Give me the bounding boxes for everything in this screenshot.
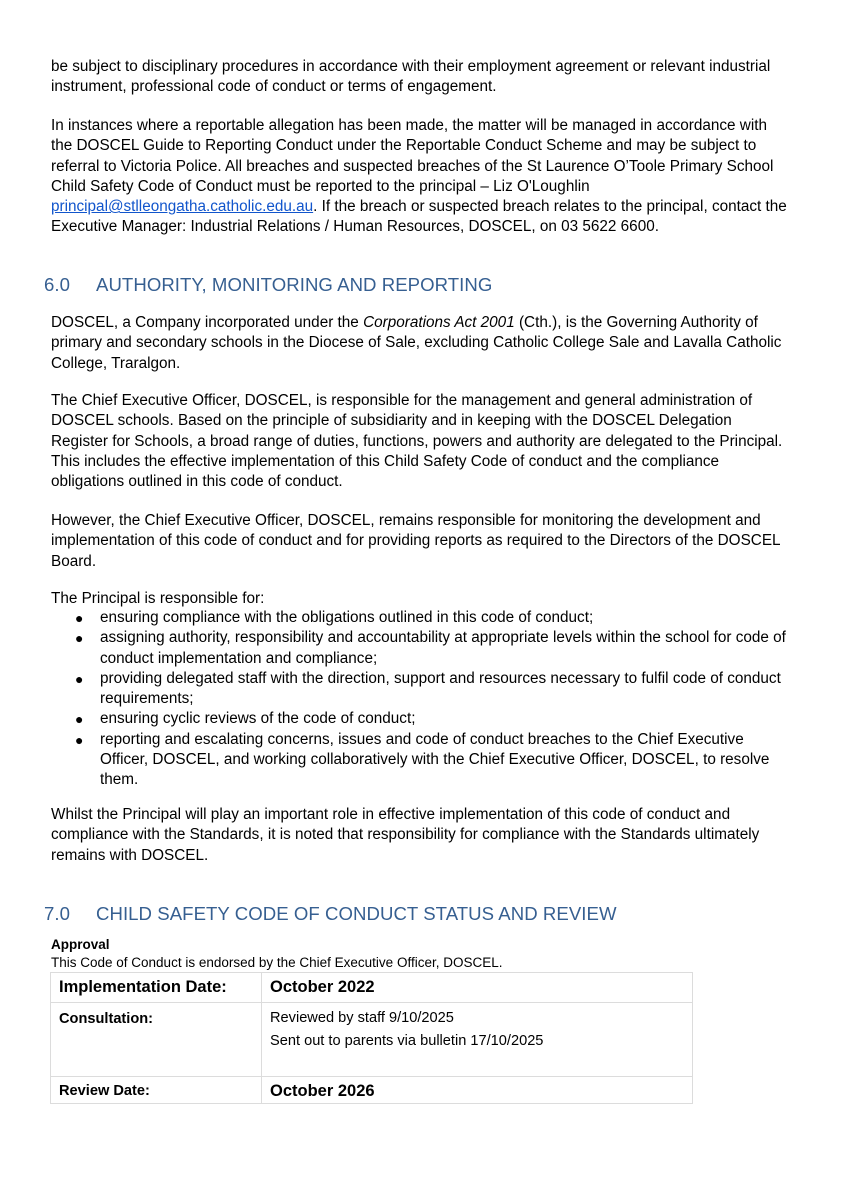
table-row: [51, 1003, 693, 1077]
review-date-value-cell: [262, 1077, 693, 1104]
table-row: [51, 1077, 693, 1104]
reporting-paragraph: [51, 116, 791, 238]
section-6-paragraph-1: [51, 313, 791, 374]
status-table: [50, 972, 693, 1104]
list-item-text: ensuring cyclic reviews of the code of conduct;: [100, 710, 416, 728]
section-7-number: 7.0: [44, 903, 70, 924]
section-7-title: CHILD SAFETY CODE OF CONDUCT STATUS AND REVIEW: [96, 903, 617, 924]
review-date-label: Review Date:: [59, 1083, 150, 1099]
list-item-text: providing delegated staff with the direction, support and resources necessary to fulfil code of conduct requirements;: [100, 669, 781, 708]
implementation-date-value: October 2022: [270, 978, 375, 996]
section-7-heading: [44, 903, 617, 925]
responsibilities-intro: The Principal is responsible for:: [51, 590, 265, 607]
consultation-value-cell: [262, 1003, 693, 1077]
continuation-paragraph: be subject to disciplinary procedures in accordance with their employment agreement or relevant industrial instrument, professional code of conduct or terms of engagement.: [51, 58, 771, 96]
reporting-text-end: . If the breach or suspected breach relates to the principal, contact the Executive Manager: Industrial Relations / Human Resources, DOSCEL, on 03 5622 6600.: [51, 198, 787, 236]
list-item: [51, 628, 791, 669]
p1-text-end: (Cth.), is the Governing Authority of primary and secondary schools in the Diocese of Sale, excluding Catholic College Sale and Lavalla Catholic College, Traralgon.: [51, 314, 782, 372]
review-date-label-cell: [51, 1077, 262, 1104]
responsibilities-list: [51, 608, 791, 791]
review-date-value: October 2026: [270, 1082, 375, 1100]
list-item-text: assigning authority, responsibility and accountability at appropriate levels within the school for code of conduct implementation and compliance;: [100, 629, 786, 667]
consultation-parent-bulletin: Sent out to parents via bulletin 17/10/2025: [270, 1033, 544, 1049]
list-item-text: reporting and escalating concerns, issues and code of conduct breaches to the Chief Executive Officer, DOSCEL, and working collaboratively with the Chief Executive Officer, DOSCEL, to resolve them.: [100, 730, 770, 789]
p1-text-start: DOSCEL, a Company incorporated under the: [51, 314, 364, 331]
table-row: [51, 973, 693, 1003]
reporting-text-start: In instances where a reportable allegation has been made, the matter will be managed in accordance with the DOSCEL Guide to Reporting Conduct under the Reportable Conduct Scheme and may be subject to referral to Victoria Police. All breaches and suspected breaches of the St Laurence O’Toole Primary School Child Safety Code of Conduct must be reported to the principal – Liz O'Loughlin: [51, 117, 774, 195]
bullet-icon: ●: [75, 731, 84, 748]
bullet-icon: ●: [75, 711, 84, 728]
section-6-paragraph-4: Whilst the Principal will play an important role in effective implementation of this code of conduct and compliance with the Standards, it is noted that responsibility for compliance with the Standards ultimately remains with DOSCEL.: [51, 806, 760, 864]
consultation-staff-review: Reviewed by staff 9/10/2025: [270, 1010, 454, 1026]
implementation-date-label: Implementation Date:: [59, 978, 227, 996]
principal-email-link[interactable]: principal@stlleongatha.catholic.edu.au: [51, 198, 314, 216]
list-item: [51, 730, 791, 791]
implementation-date-value-cell: [262, 973, 693, 1003]
list-item: [51, 608, 791, 628]
implementation-date-label-cell: [51, 973, 262, 1003]
list-item-text: ensuring compliance with the obligations outlined in this code of conduct;: [100, 609, 594, 626]
list-item: [51, 669, 791, 710]
bullet-icon: ●: [75, 670, 84, 687]
consultation-label: Consultation:: [59, 1011, 154, 1027]
section-6-paragraph-3: However, the Chief Executive Officer, DOSCEL, remains responsible for monitoring the development and implementation of this code of conduct and for providing reports as required to the Directors of the DOSCEL Board.: [51, 512, 780, 570]
consultation-label-cell: [51, 1003, 262, 1077]
section-6-paragraph-2: The Chief Executive Officer, DOSCEL, is responsible for the management and general administration of DOSCEL schools. Based on the principle of subsidiarity and in keeping with the DOSCEL Delegation Register for Schools, a broad range of duties, functions, powers and authority are delegated to the Principal. This includes the effective implementation of this Child Safety Code of conduct and the compliance obligations outlined in this code of conduct.: [51, 392, 783, 491]
section-6-title: AUTHORITY, MONITORING AND REPORTING: [96, 274, 493, 295]
approval-title: Approval: [51, 937, 110, 952]
approval-text: This Code of Conduct is endorsed by the Chief Executive Officer, DOSCEL.: [51, 955, 503, 970]
bullet-icon: ●: [75, 610, 84, 626]
act-name-italic: Corporations Act 2001: [363, 314, 515, 331]
section-6-number: 6.0: [44, 274, 70, 295]
bullet-icon: ●: [75, 630, 84, 647]
list-item: [51, 709, 791, 729]
section-6-heading: [44, 274, 492, 296]
